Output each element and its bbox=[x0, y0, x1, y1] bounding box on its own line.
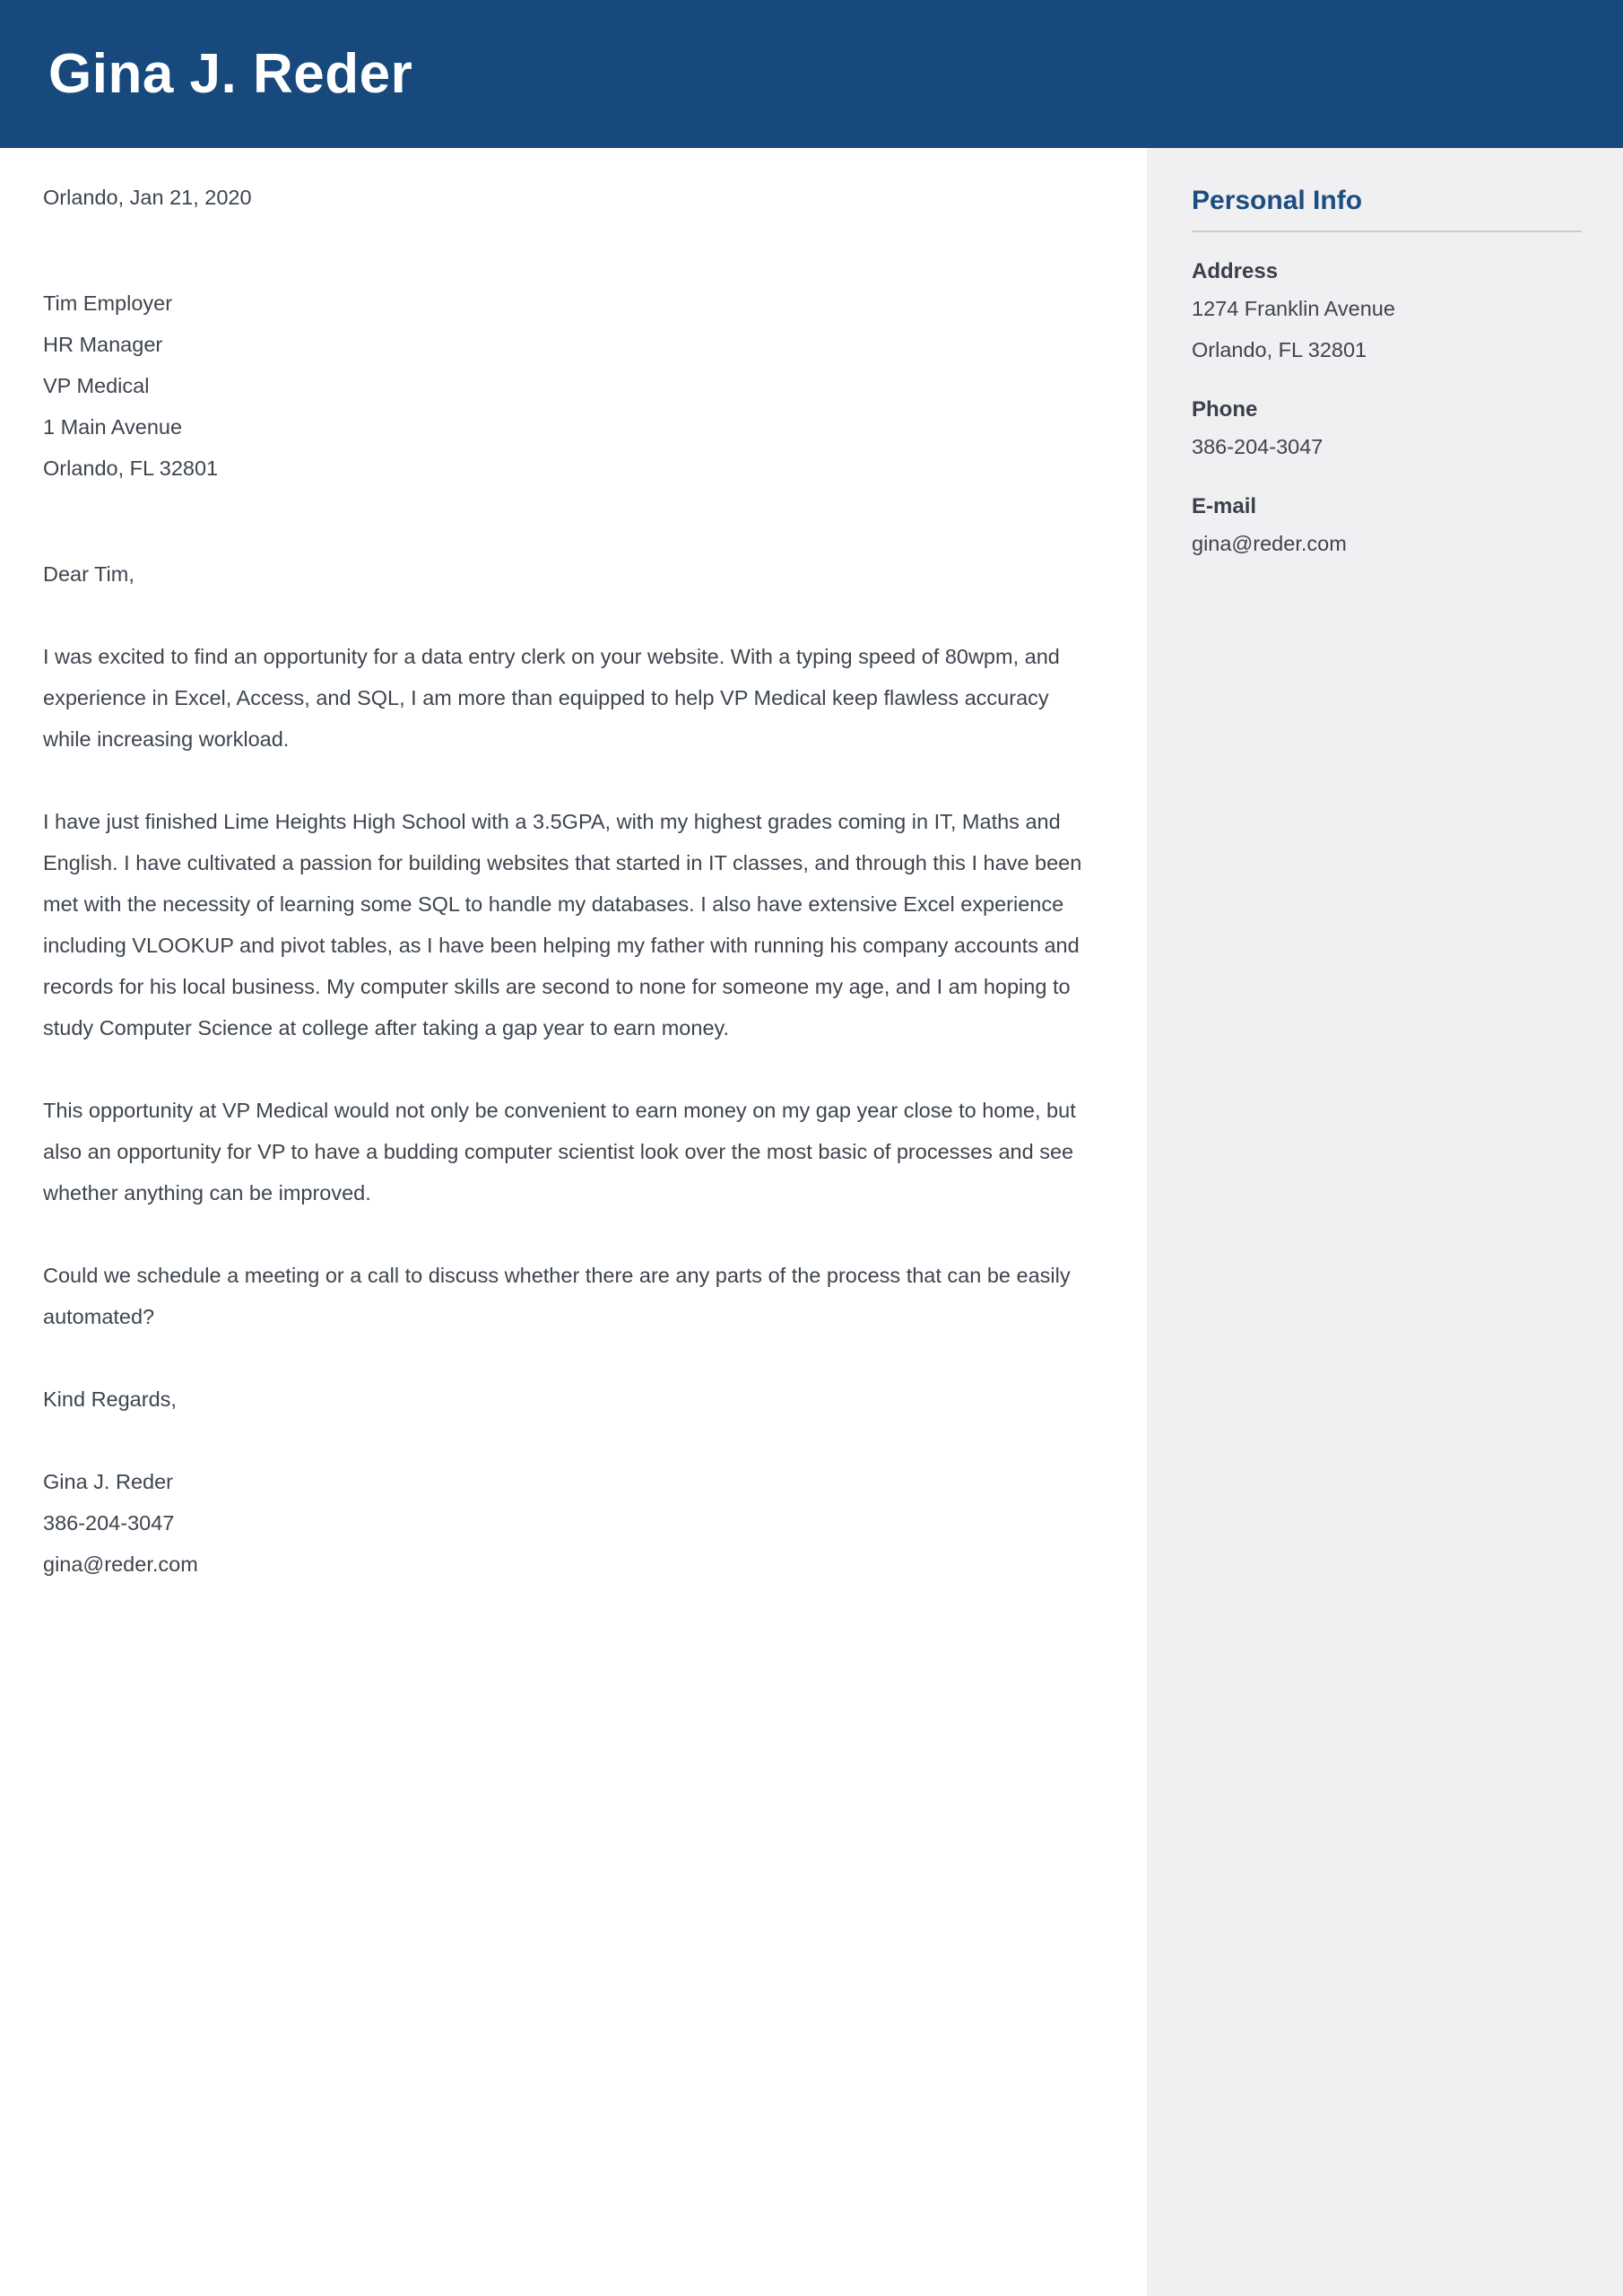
applicant-name: Gina J. Reder bbox=[48, 43, 413, 105]
signature-email: gina@reder.com bbox=[43, 1552, 198, 1576]
header-band bbox=[0, 0, 1623, 148]
salutation: Dear Tim, bbox=[43, 562, 135, 586]
recipient-line: 1 Main Avenue bbox=[43, 415, 183, 439]
signature-block bbox=[43, 1461, 1102, 1585]
email-value: gina@reder.com bbox=[1192, 532, 1347, 555]
sidebar-section-email bbox=[1192, 491, 1582, 564]
letter-paragraph: I have just finished Lime Heights High School with a 3.5GPA, with my highest grades coming in IT, Maths and English. I have cultivated a passion for building websites that started in IT classes, and through this I have been met with the necessity of learning some SQL to handle my databases. I also have extensive Excel experience including VLOOKUP and pivot tables, as I have been helping my father with running his company accounts and records for his local business. My computer skills are second to none for someone my age, and I am hoping to study Computer Science at college after taking a gap year to earn money. bbox=[43, 810, 1082, 1039]
phone-label: Phone bbox=[1192, 397, 1258, 422]
phone-value: 386-204-3047 bbox=[1192, 435, 1324, 458]
closing-line: Kind Regards, bbox=[43, 1387, 177, 1411]
recipient-line: Tim Employer bbox=[43, 291, 173, 315]
document-body bbox=[0, 148, 1623, 2296]
sidebar-divider bbox=[1192, 230, 1582, 232]
recipient-line: HR Manager bbox=[43, 333, 163, 356]
address-line: 1274 Franklin Avenue bbox=[1192, 297, 1395, 320]
recipient-line: VP Medical bbox=[43, 374, 150, 397]
signature-name: Gina J. Reder bbox=[43, 1470, 173, 1493]
email-label: E-mail bbox=[1192, 494, 1257, 518]
letter-paragraph: This opportunity at VP Medical would not only be convenient to earn money on my gap year close to home, but also an opportunity for VP to have a budding computer scientist look over the most basic of processes and see whether anything can be improved. bbox=[43, 1099, 1076, 1205]
address-label: Address bbox=[1192, 259, 1279, 283]
sidebar-section-address bbox=[1192, 256, 1582, 370]
sidebar-title: Personal Info bbox=[1192, 186, 1363, 215]
recipient-line: Orlando, FL 32801 bbox=[43, 457, 219, 480]
sidebar-section-phone bbox=[1192, 394, 1582, 467]
letter-paragraph: I was excited to find an opportunity for a data entry clerk on your website. With a typing speed of 80wpm, and experience in Excel, Access, and SQL, I am more than equipped to help VP Medical keep flawless accuracy while increasing workload. bbox=[43, 645, 1060, 751]
signature-phone: 386-204-3047 bbox=[43, 1511, 175, 1535]
recipient-block bbox=[43, 283, 1102, 489]
letter-column bbox=[0, 148, 1147, 2296]
letter-paragraph: Could we schedule a meeting or a call to discuss whether there are any parts of the process that can be easily automated? bbox=[43, 1264, 1071, 1328]
personal-info-sidebar bbox=[1147, 148, 1623, 2296]
date-line: Orlando, Jan 21, 2020 bbox=[43, 186, 252, 209]
address-line: Orlando, FL 32801 bbox=[1192, 338, 1367, 361]
